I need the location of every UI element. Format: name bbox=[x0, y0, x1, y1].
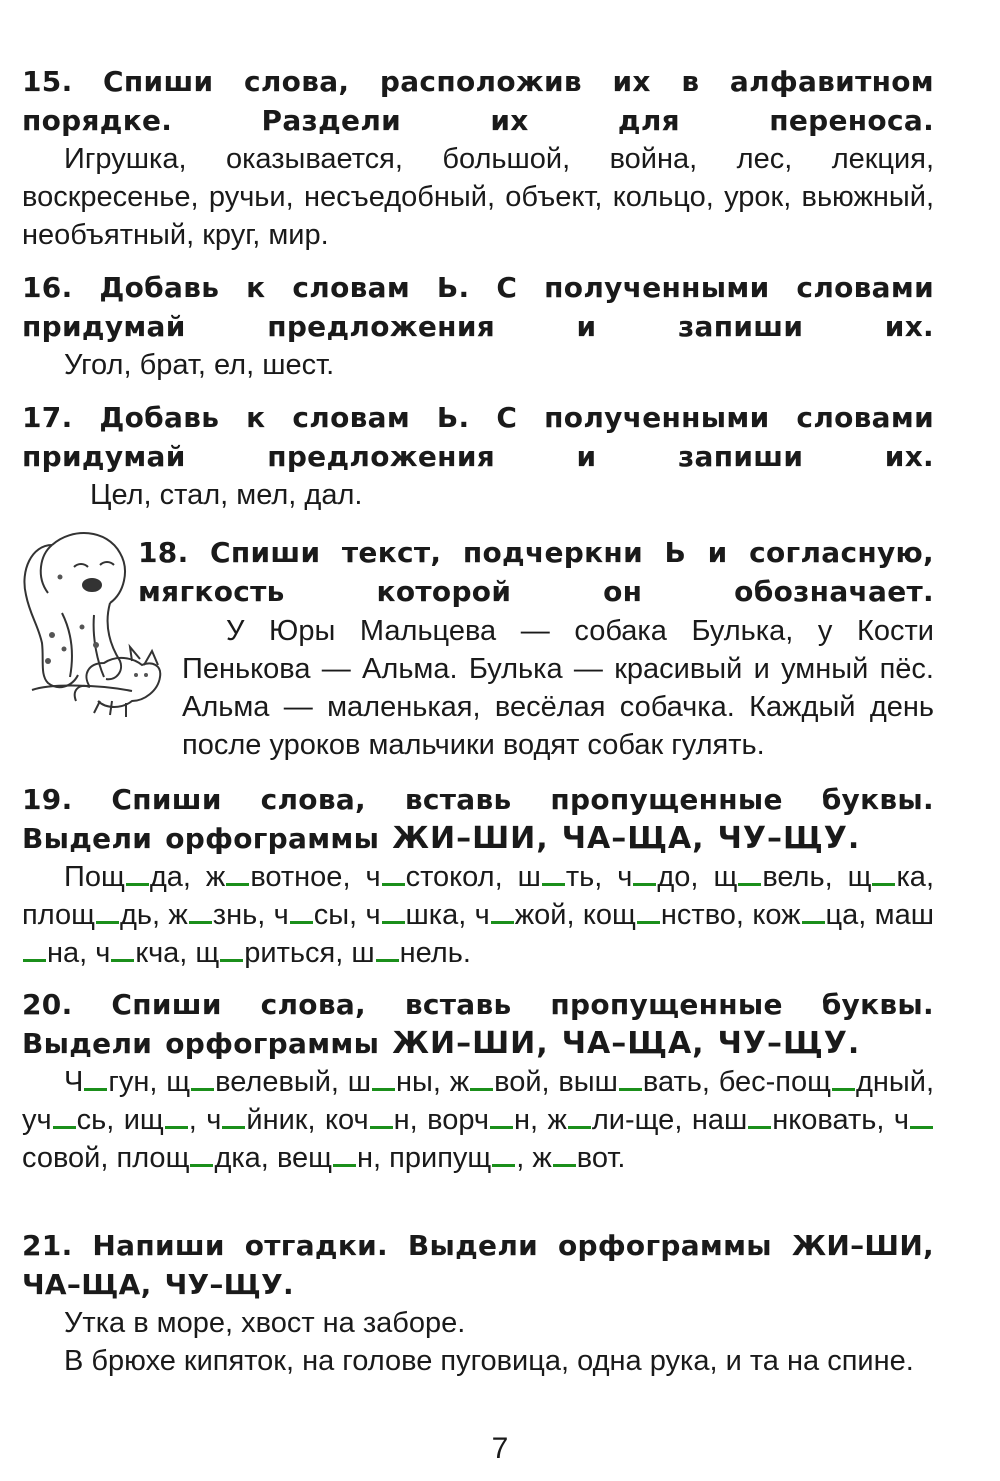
gap-word: машна, bbox=[22, 899, 934, 969]
exercise-15-text: Игрушка, оказывается, большой, война, лес, лекция, воскресенье, ручьи, несъедобный, объект, кольцо, урок, вьюжный, необъятный, круг, мир. bbox=[22, 143, 934, 251]
gap-word: площ дь, bbox=[22, 899, 161, 931]
missing-letter-blank bbox=[23, 959, 46, 962]
gap-word: ш ть, bbox=[517, 861, 603, 893]
gap-word: кож ца, bbox=[752, 899, 867, 931]
exercise-20-words bbox=[22, 1063, 934, 1177]
gap-word: ворч н, bbox=[427, 1104, 539, 1136]
page-number: 7 bbox=[491, 1432, 509, 1465]
missing-letter-blank bbox=[470, 1088, 493, 1091]
gap-word: ч шка, bbox=[365, 899, 467, 931]
missing-letter-blank bbox=[382, 921, 405, 924]
exercise-21-heading: 21. Напиши отгадки. Выдели орфограммы ЖИ–ШИ, ЧА–ЩА, ЧУ–ЩУ. bbox=[22, 1229, 934, 1301]
exercise-19 bbox=[22, 780, 934, 972]
gap-word: уч сь, bbox=[22, 1104, 115, 1136]
exercise-19-words bbox=[22, 858, 934, 972]
missing-letter-blank bbox=[370, 1126, 393, 1129]
gap-word: ч стокол, bbox=[365, 861, 503, 893]
missing-letter-blank bbox=[222, 1126, 245, 1129]
exercise-17-text: Цел, стал, мел, дал. bbox=[90, 479, 363, 511]
missing-letter-blank bbox=[910, 1126, 933, 1129]
missing-letter-blank bbox=[802, 921, 825, 924]
exercise-20-heading bbox=[22, 985, 934, 1063]
exercise-20 bbox=[22, 985, 934, 1177]
exercise-19-heading-text: 19. Спиши слова, вставь пропущенные буквы. Выдели орфограммы bbox=[22, 783, 934, 855]
gap-word: ж ли-ще, bbox=[547, 1104, 683, 1136]
exercise-21 bbox=[22, 1226, 934, 1380]
missing-letter-blank bbox=[738, 883, 761, 886]
exercise-18-body bbox=[22, 612, 934, 764]
missing-letter-blank bbox=[542, 883, 565, 886]
exercise-18-heading: 18. Спиши текст, подчеркни Ь и согласную, мягкость которой он обозначает. bbox=[138, 536, 934, 608]
gap-word: вещ н, bbox=[276, 1142, 382, 1174]
gap-word: ж вой, bbox=[449, 1066, 550, 1098]
exercise-16 bbox=[22, 268, 934, 384]
gap-word: щ велевый, bbox=[166, 1066, 339, 1098]
gap-word: щ ка, bbox=[847, 861, 934, 893]
gap-word: Пощ да, bbox=[64, 861, 191, 893]
missing-letter-blank bbox=[96, 921, 119, 924]
gap-word: коч н, bbox=[325, 1104, 418, 1136]
missing-letter-blank bbox=[220, 959, 243, 962]
gap-word: ч жой, bbox=[474, 899, 575, 931]
missing-letter-blank bbox=[189, 921, 212, 924]
gap-word: ж вотное, bbox=[205, 861, 351, 893]
spelling-code: ЖИ–ШИ, bbox=[392, 1026, 549, 1061]
gap-word: бес-пощ дный, bbox=[718, 1066, 935, 1098]
missing-letter-blank bbox=[126, 883, 149, 886]
missing-letter-blank bbox=[832, 1088, 855, 1091]
missing-letter-blank bbox=[190, 1164, 213, 1167]
missing-letter-blank bbox=[226, 883, 249, 886]
gap-word: чсовой, bbox=[22, 1104, 934, 1174]
gap-word: щ вель, bbox=[713, 861, 833, 893]
gap-word: щ риться, bbox=[195, 937, 344, 969]
missing-letter-blank bbox=[165, 1126, 188, 1129]
missing-letter-blank bbox=[491, 921, 514, 924]
exercise-18-text: У Юры Мальцева — собака Булька, у Кости Пенькова — Альма. Булька — красивый и умный пёс. Альма — маленькая, весёлая собачка. Каждый день после уроков мальчики водят собак гулять. bbox=[182, 615, 934, 761]
missing-letter-blank bbox=[376, 959, 399, 962]
missing-letter-blank bbox=[872, 883, 895, 886]
gap-word: ш ны, bbox=[347, 1066, 441, 1098]
missing-letter-blank bbox=[382, 883, 405, 886]
gap-word: кощ нство, bbox=[582, 899, 744, 931]
gap-word: ш нель. bbox=[351, 937, 471, 969]
gap-word: ищ , bbox=[123, 1104, 197, 1136]
missing-letter-blank bbox=[333, 1164, 356, 1167]
gap-word: ч сы, bbox=[273, 899, 358, 931]
gap-word: ч йник, bbox=[206, 1104, 316, 1136]
missing-letter-blank bbox=[490, 1126, 513, 1129]
riddle-1: Утка в море, хвост на заборе. bbox=[64, 1307, 466, 1339]
gap-word: ч до, bbox=[617, 861, 699, 893]
missing-letter-blank bbox=[637, 921, 660, 924]
gap-word: ч кча, bbox=[95, 937, 188, 969]
spelling-code: ЧА–ЩА, bbox=[561, 821, 705, 856]
missing-letter-blank bbox=[553, 1164, 576, 1167]
gap-word: выш вать, bbox=[558, 1066, 710, 1098]
missing-letter-blank bbox=[290, 921, 313, 924]
missing-letter-blank bbox=[372, 1088, 395, 1091]
gap-word: Ч гун, bbox=[64, 1066, 158, 1098]
missing-letter-blank bbox=[111, 959, 134, 962]
gap-word: площ дка, bbox=[116, 1142, 269, 1174]
gap-word: ж знь, bbox=[168, 899, 266, 931]
spelling-code: ЧУ–ЩУ. bbox=[717, 1026, 861, 1061]
gap-word: припущ , bbox=[389, 1142, 525, 1174]
spelling-code: ЖИ–ШИ, bbox=[392, 821, 549, 856]
missing-letter-blank bbox=[748, 1126, 771, 1129]
gap-word: наш нковать, bbox=[691, 1104, 885, 1136]
missing-letter-blank bbox=[492, 1164, 515, 1167]
exercise-17-heading: 17. Добавь к словам Ь. С полученными словами придумай предложения и запиши их. bbox=[22, 401, 934, 473]
exercise-18 bbox=[138, 533, 934, 611]
exercise-19-heading bbox=[22, 780, 934, 858]
spelling-code: ЧУ–ЩУ. bbox=[717, 821, 861, 856]
exercise-16-text: Угол, брат, ел, шест. bbox=[64, 349, 335, 381]
exercise-15 bbox=[22, 62, 934, 254]
missing-letter-blank bbox=[84, 1088, 107, 1091]
exercise-16-heading: 16. Добавь к словам Ь. С полученными словами придумай предложения и запиши их. bbox=[22, 271, 934, 343]
illustration-wrap bbox=[22, 612, 182, 730]
missing-letter-blank bbox=[619, 1088, 642, 1091]
spelling-code: ЧА–ЩА, bbox=[561, 1026, 705, 1061]
riddle-2: В брюхе кипяток, на голове пуговица, одна рука, и та на спине. bbox=[64, 1345, 914, 1377]
missing-letter-blank bbox=[568, 1126, 591, 1129]
missing-letter-blank bbox=[53, 1126, 76, 1129]
exercise-20-heading-text: 20. Спиши слова, вставь пропущенные буквы. Выдели орфограммы bbox=[22, 988, 934, 1060]
missing-letter-blank bbox=[633, 883, 656, 886]
missing-letter-blank bbox=[191, 1088, 214, 1091]
gap-word: ж вот. bbox=[532, 1142, 626, 1174]
exercise-17 bbox=[22, 398, 934, 514]
exercise-15-heading: 15. Спиши слова, расположив их в алфавитном порядке. Раздели их для переноса. bbox=[22, 65, 934, 137]
